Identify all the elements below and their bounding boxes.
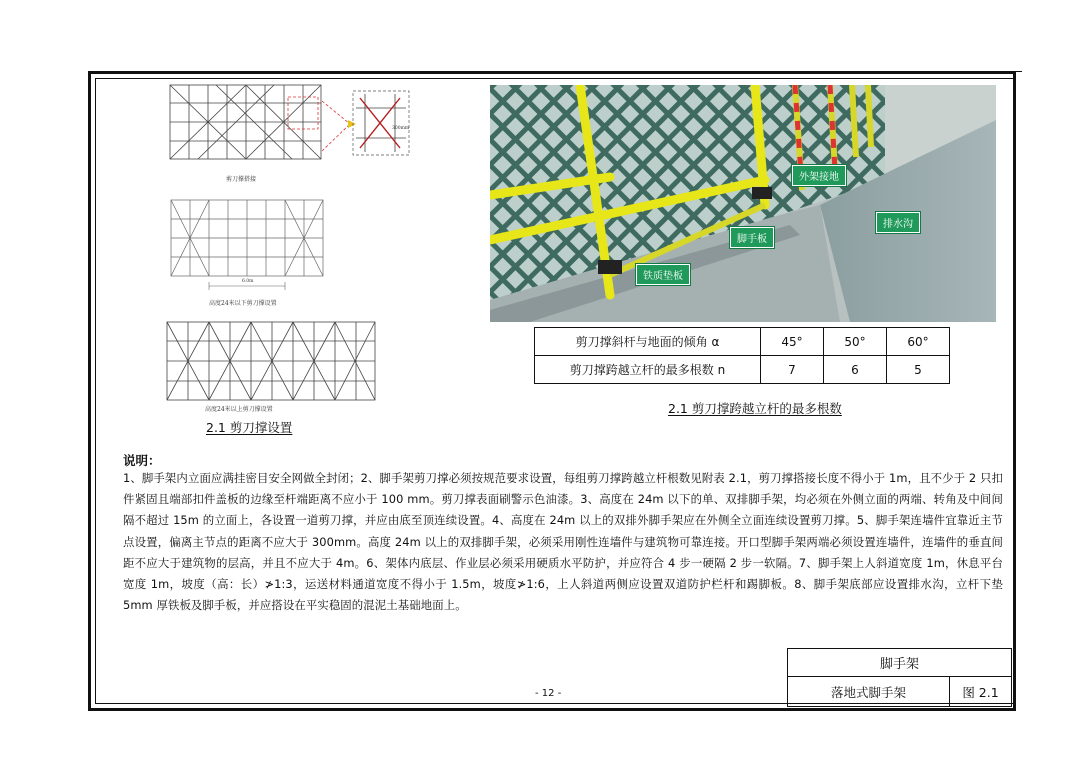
above-24m-brace-diagram [165, 320, 377, 413]
diagram3-caption: 高度24米以上剪刀撑设置 [205, 406, 273, 413]
title-block-figure-no: 图 2.1 [962, 684, 999, 700]
count-45: 7 [761, 356, 824, 384]
scissor-brace-spec-table [534, 327, 950, 384]
diagram2-caption: 高度24米以下剪刀撑设置 [209, 300, 277, 307]
table-row [535, 328, 950, 356]
title-block-name: 落地式脚手架 [788, 677, 950, 706]
count-row-label: 剪刀撑跨越立杆的最多根数 n [535, 356, 761, 384]
page-number: - 12 - [535, 688, 562, 699]
scaffold-grid-2 [169, 198, 325, 278]
angle-50: 50° [824, 328, 887, 356]
label-drain: 排水沟 [876, 212, 920, 233]
angle-row-label: 剪刀撑斜杆与地面的倾角 α [535, 328, 761, 356]
title-block [787, 648, 1012, 707]
label-scaffold-board: 脚手板 [730, 227, 774, 248]
diagram1-caption: 剪刀撑搭接 [226, 176, 257, 183]
scaffold-grid-3 [165, 320, 377, 402]
angle-45: 45° [761, 328, 824, 356]
table-row [535, 356, 950, 384]
angle-60: 60° [887, 328, 950, 356]
diagram2-dimension: 6.0m [242, 279, 254, 284]
overlap-dimension: 300mm [392, 126, 410, 131]
overlap-detail [352, 90, 410, 156]
count-60: 5 [887, 356, 950, 384]
notes-heading: 说明： [123, 453, 161, 468]
below-24m-brace-diagram [169, 198, 325, 307]
scaffold-render-image [490, 85, 996, 322]
frame-tick [1016, 71, 1022, 72]
label-iron-pad: 铁质垫板 [636, 264, 690, 285]
scissor-brace-overlap-diagram [168, 83, 323, 183]
left-section-title: 2.1 剪刀撑设置 [206, 420, 293, 435]
count-50: 6 [824, 356, 887, 384]
right-section-title: 2.1 剪刀撑跨越立杆的最多根数 [668, 401, 842, 416]
scaffold-grid-1 [168, 83, 323, 161]
notes-body: 1、脚手架内立面应满挂密目安全网做全封闭；2、脚手架剪刀撑必须按规范要求设置，每组剪刀撑跨越立杆根数见附表 2.1，剪刀撑搭接长度不得小于 1m，且不少于 2 只扣件紧固且端部扣件盖板的边缘至杆端距离不应小于 100 mm。剪刀撑表面刷警示色油漆。3、高度在 24m 以下的单、双排脚手架，均必须在外侧立面的两端、转角及中间间隔不超过 15m 的立面上，各设置一道剪刀撑，并应由底至顶连续设置。4、高度在 24m 以上的双排外脚手架应在外侧全立面连续设置剪刀撑。5、脚手架连墙件宜靠近主节点设置，偏离主节点的距离不应大于 300mm。高度 24m 以上的双排脚手架，必须采用刚性连墙件与建筑物可靠连接。开口型脚手架两端必须设置连墙件，连墙件的垂直间距不应大于建筑物的层高，并且不应大于 4m。6、架体内底层、作业层必须采用硬质水平防护，并应符合 4 步一硬隔 2 步一软隔。7、脚手架上人斜道宽度 1m，休息平台宽度 1m，坡度（高：长）≯1:3，运送材料通道宽度不得小于 1.5m，坡度≯1:6，上人斜道两侧应设置双道防护栏杆和踢脚板。8、脚手架底部应设置排水沟，立杆下垫 5mm 厚铁板及脚手板，并应搭设在平实稳固的混泥土基础地面上。 [123, 471, 1003, 613]
title-block-category: 脚手架 [788, 649, 1011, 677]
label-outer-ground: 外架接地 [792, 165, 846, 186]
